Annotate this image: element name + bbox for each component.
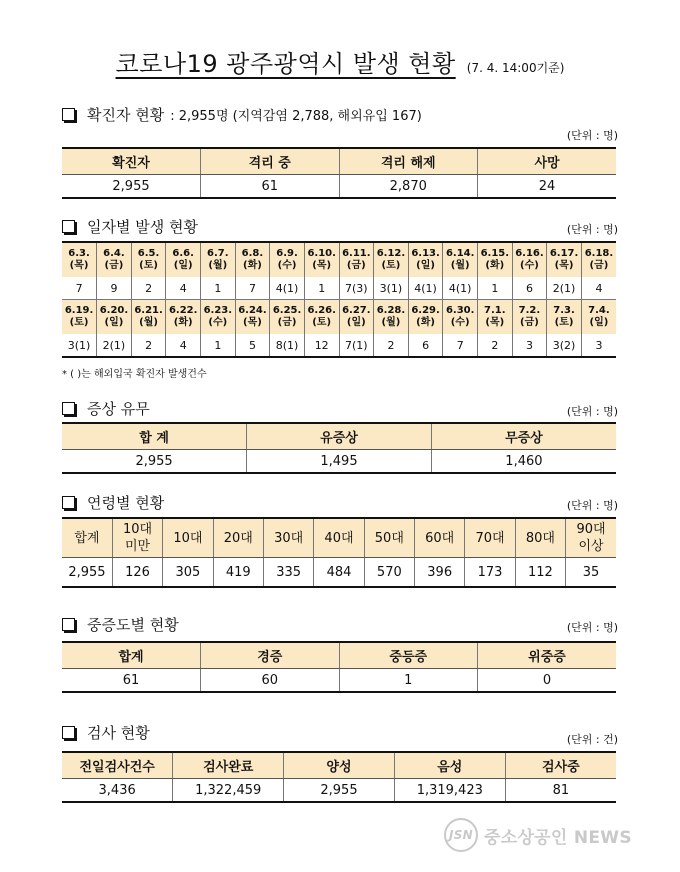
date-label: 6.4. [103, 248, 125, 259]
table-header [263, 518, 313, 558]
daily-count: 2(1) [97, 334, 132, 357]
date-header [478, 300, 513, 335]
daily-count: 6 [512, 277, 547, 300]
unit-label: (단위 : 건) [566, 733, 618, 746]
table-header: 확진자 [62, 148, 201, 175]
date-header [62, 300, 97, 335]
date-label: 7.2. [518, 305, 541, 316]
weekday-label: (토) [312, 317, 332, 328]
date-header [581, 300, 616, 335]
date-header [97, 300, 132, 335]
date-header [201, 300, 236, 335]
daily-count: 4 [581, 277, 616, 300]
table-header: 중등증 [339, 642, 478, 669]
date-label: 6.14. [445, 248, 475, 259]
weekday-label: (목) [485, 317, 505, 328]
table-header: 무증상 [431, 423, 616, 450]
table-header: 검사중 [505, 752, 616, 779]
tests-table [62, 751, 616, 803]
date-label: 6.11. [342, 248, 371, 259]
table-cell: 3,436 [98, 782, 136, 798]
date-label: 6.22. [168, 305, 198, 316]
date-label: 6.19. [64, 305, 94, 316]
table-cell: 35 [566, 558, 616, 588]
date-label: 6.23. [203, 305, 233, 316]
weekday-label: (화) [485, 260, 505, 271]
date-header [478, 242, 513, 277]
checkbox-square-icon [62, 220, 75, 233]
table-header: 합 계 [62, 423, 247, 450]
daily-count: 4(1) [408, 277, 443, 300]
header-line: 30대 [274, 530, 304, 546]
daily-count: 12 [304, 334, 339, 357]
weekday-label: (금) [277, 317, 297, 328]
section-title: 일자별 발생 현황 [87, 218, 198, 236]
table-header: 격리 중 [201, 148, 340, 175]
table-cell: 61 [201, 175, 340, 199]
daily-count: 2 [478, 334, 513, 357]
daily-count: 3 [581, 334, 616, 357]
table-header [112, 518, 162, 558]
date-label: 6.29. [411, 305, 440, 316]
daily-count: 5 [235, 334, 270, 357]
unit-label: (단위 : 명) [566, 405, 618, 418]
table-cell: 24 [478, 175, 617, 199]
weekday-label: (월) [208, 260, 228, 271]
table-header: 합계 [62, 642, 201, 669]
header-line: 합계 [74, 530, 100, 546]
section-daily-heading [62, 216, 198, 237]
date-header [443, 300, 478, 335]
table-header [62, 518, 112, 558]
date-header [304, 300, 339, 335]
table-cell: 1,319,423 [394, 779, 505, 803]
header-line: 이상 [578, 539, 604, 554]
date-label: 7.3. [553, 305, 575, 316]
daily-count: 4(1) [443, 277, 478, 300]
table-cell: 2,955 [112, 178, 150, 194]
date-header [235, 300, 270, 335]
table-header [515, 518, 565, 558]
weekday-label: (일) [346, 317, 366, 328]
unit-label: (단위 : 명) [566, 129, 618, 142]
table-cell: 173 [465, 558, 515, 588]
age-table [62, 517, 616, 588]
date-label: 6.20. [99, 305, 129, 316]
table-cell: 2,870 [339, 175, 478, 199]
date-label: 7.4. [588, 305, 610, 316]
weekday-label: (일) [589, 317, 609, 328]
table-cell: 1,322,459 [173, 779, 284, 803]
weekday-label: (화) [416, 317, 435, 328]
weekday-label: (월) [139, 317, 158, 328]
section-age-heading [62, 492, 164, 513]
daily-count: 3(2) [547, 334, 582, 357]
table-header: 사망 [478, 148, 617, 175]
header-line: 40대 [324, 530, 354, 546]
unit-label: (단위 : 명) [566, 499, 618, 512]
weekday-label: (일) [173, 260, 193, 271]
date-header [339, 242, 374, 277]
table-header [364, 518, 414, 558]
section-title: 검사 현황 [87, 724, 150, 742]
weekday-label: (금) [346, 260, 366, 271]
date-label: 6.6. [172, 248, 194, 259]
weekday-label: (일) [104, 317, 124, 328]
daily-count: 7 [62, 277, 97, 300]
date-header [547, 242, 582, 277]
table-cell: 112 [515, 558, 565, 588]
table-header: 유증상 [247, 423, 432, 450]
table-cell: 1 [339, 669, 478, 693]
date-label: 6.30. [445, 305, 475, 316]
table-header [465, 518, 515, 558]
date-label: 7.1. [484, 305, 506, 316]
header-line: 60대 [425, 530, 455, 546]
table-header [213, 518, 263, 558]
date-header [581, 242, 616, 277]
date-header [235, 242, 270, 277]
weekday-label: (금) [104, 260, 124, 271]
table-cell: 61 [122, 672, 140, 688]
table-header [415, 518, 465, 558]
table-header [314, 518, 364, 558]
date-label: 6.24. [238, 305, 267, 316]
weekday-label: (수) [277, 260, 297, 271]
date-label: 6.12. [376, 248, 406, 259]
date-header [374, 242, 409, 277]
date-label: 6.21. [134, 305, 163, 316]
date-header [443, 242, 478, 277]
daily-count: 7(3) [339, 277, 374, 300]
section-severity-heading [62, 614, 179, 635]
daily-count: 1 [201, 334, 236, 357]
table-cell: 570 [364, 558, 414, 588]
section-symptom-heading [62, 398, 150, 419]
jsn-logo-icon: JSN [444, 818, 478, 852]
table-cell: 484 [314, 558, 364, 588]
header-line: 10대 [122, 522, 153, 537]
date-header [270, 242, 305, 277]
date-label: 6.27. [342, 305, 371, 316]
title-basis-time: (7. 4. 14:00기준) [466, 61, 565, 75]
date-header [62, 242, 97, 277]
date-label: 6.8. [241, 248, 264, 259]
weekday-label: (금) [520, 317, 539, 328]
table-cell: 2,955 [135, 453, 173, 469]
table-header: 경증 [201, 642, 340, 669]
table-cell: 2,955 [68, 564, 106, 580]
table-cell: 126 [112, 558, 162, 588]
table-cell: 305 [163, 558, 213, 588]
date-header [408, 242, 443, 277]
checkbox-square-icon [62, 726, 75, 739]
confirmed-summary: : 2,955명 (지역감염 2,788, 해외유입 167) [170, 109, 422, 124]
date-label: 6.28. [376, 305, 406, 316]
daily-count: 2 [374, 334, 409, 357]
weekday-label: (목) [554, 260, 574, 271]
table-header: 전일검사건수 [62, 752, 173, 779]
daily-count: 6 [408, 334, 443, 357]
date-label: 6.13. [411, 248, 440, 259]
daily-count: 2 [131, 334, 166, 357]
daily-table [62, 241, 616, 358]
daily-count: 4 [166, 277, 201, 300]
daily-count: 4 [166, 334, 201, 357]
confirmed-table [62, 147, 616, 199]
title-main: 코로나19 광주광역시 발생 현황 [115, 50, 456, 78]
symptom-table [62, 422, 616, 474]
unit-label: (단위 : 명) [566, 621, 618, 634]
date-label: 6.5. [137, 248, 160, 259]
section-tests-heading [62, 722, 150, 743]
daily-count: 2 [131, 277, 166, 300]
table-cell: 396 [415, 558, 465, 588]
weekday-label: (월) [450, 260, 470, 271]
section-title: 증상 유무 [87, 400, 150, 418]
table-header: 음성 [394, 752, 505, 779]
table-header: 격리 해제 [339, 148, 478, 175]
daily-count: 3(1) [374, 277, 409, 300]
table-header [566, 518, 616, 558]
checkbox-square-icon [62, 402, 75, 415]
weekday-label: (수) [208, 317, 228, 328]
page-title [0, 44, 680, 79]
weekday-label: (토) [381, 260, 401, 271]
daily-count: 1 [304, 277, 339, 300]
weekday-label: (월) [381, 317, 401, 328]
daily-count: 3 [512, 334, 547, 357]
header-line: 50대 [374, 530, 404, 546]
daily-count: 9 [97, 277, 132, 300]
watermark-text: 중소상공인 NEWS [484, 827, 632, 848]
weekday-label: (화) [243, 260, 262, 271]
watermark-logo [444, 818, 632, 852]
table-cell: 419 [213, 558, 263, 588]
weekday-label: (목) [243, 317, 262, 328]
date-label: 6.25. [272, 305, 302, 316]
date-label: 6.26. [307, 305, 336, 316]
date-label: 6.16. [515, 248, 544, 259]
date-header [547, 300, 582, 335]
section-title: 연령별 현황 [87, 494, 165, 512]
weekday-label: (수) [520, 260, 539, 271]
severity-table [62, 641, 616, 693]
daily-count: 7 [235, 277, 270, 300]
weekday-label: (토) [69, 317, 89, 328]
date-header [304, 242, 339, 277]
table-cell: 335 [263, 558, 313, 588]
table-cell: 1,495 [247, 450, 432, 474]
daily-count: 7(1) [339, 334, 374, 357]
weekday-label: (목) [312, 260, 332, 271]
date-header [270, 300, 305, 335]
daily-count: 1 [478, 277, 513, 300]
header-line: 80대 [525, 530, 555, 546]
section-title: 중증도별 현황 [87, 616, 179, 634]
section-confirmed-heading [62, 104, 422, 125]
date-header [408, 300, 443, 335]
table-header: 검사완료 [173, 752, 284, 779]
date-label: 6.10. [307, 248, 336, 259]
date-label: 6.3. [68, 248, 90, 259]
date-header [166, 300, 201, 335]
table-cell: 60 [201, 669, 340, 693]
date-header [97, 242, 132, 277]
date-header [131, 300, 166, 335]
weekday-label: (일) [416, 260, 435, 271]
daily-count: 3(1) [62, 334, 97, 357]
section-title: 확진자 현황 [87, 106, 165, 124]
weekday-label: (화) [173, 317, 193, 328]
date-label: 6.15. [480, 248, 510, 259]
date-label: 6.18. [584, 248, 614, 259]
daily-count: 8(1) [270, 334, 305, 357]
checkbox-square-icon [62, 496, 75, 509]
date-label: 6.9. [276, 248, 298, 259]
weekday-label: (토) [139, 260, 158, 271]
weekday-label: (금) [589, 260, 609, 271]
header-line: 20대 [223, 530, 253, 546]
table-cell: 1,460 [431, 450, 616, 474]
date-header [201, 242, 236, 277]
table-cell: 2,955 [284, 779, 395, 803]
daily-count: 7 [443, 334, 478, 357]
daily-count: 1 [201, 277, 236, 300]
table-header: 양성 [284, 752, 395, 779]
unit-label: (단위 : 명) [566, 223, 618, 236]
table-cell: 81 [505, 779, 616, 803]
daily-count: 2(1) [547, 277, 582, 300]
date-header [166, 242, 201, 277]
header-line: 90대 [576, 522, 606, 537]
date-header [339, 300, 374, 335]
table-header [163, 518, 213, 558]
checkbox-square-icon [62, 108, 75, 121]
date-label: 6.17. [549, 248, 579, 259]
date-header [374, 300, 409, 335]
header-line: 70대 [475, 530, 505, 546]
weekday-label: (목) [69, 260, 89, 271]
checkbox-square-icon [62, 618, 75, 631]
date-header [512, 242, 547, 277]
date-header [512, 300, 547, 335]
header-line: 10대 [173, 530, 203, 546]
daily-count: 4(1) [270, 277, 305, 300]
table-header: 위중증 [478, 642, 617, 669]
weekday-label: (수) [450, 317, 470, 328]
date-header [131, 242, 166, 277]
date-label: 6.7. [207, 248, 229, 259]
weekday-label: (토) [554, 317, 574, 328]
table-cell: 0 [478, 669, 617, 693]
footnote: * ( )는 해외입국 확진자 발생건수 [62, 369, 207, 380]
header-line: 미만 [124, 539, 151, 554]
